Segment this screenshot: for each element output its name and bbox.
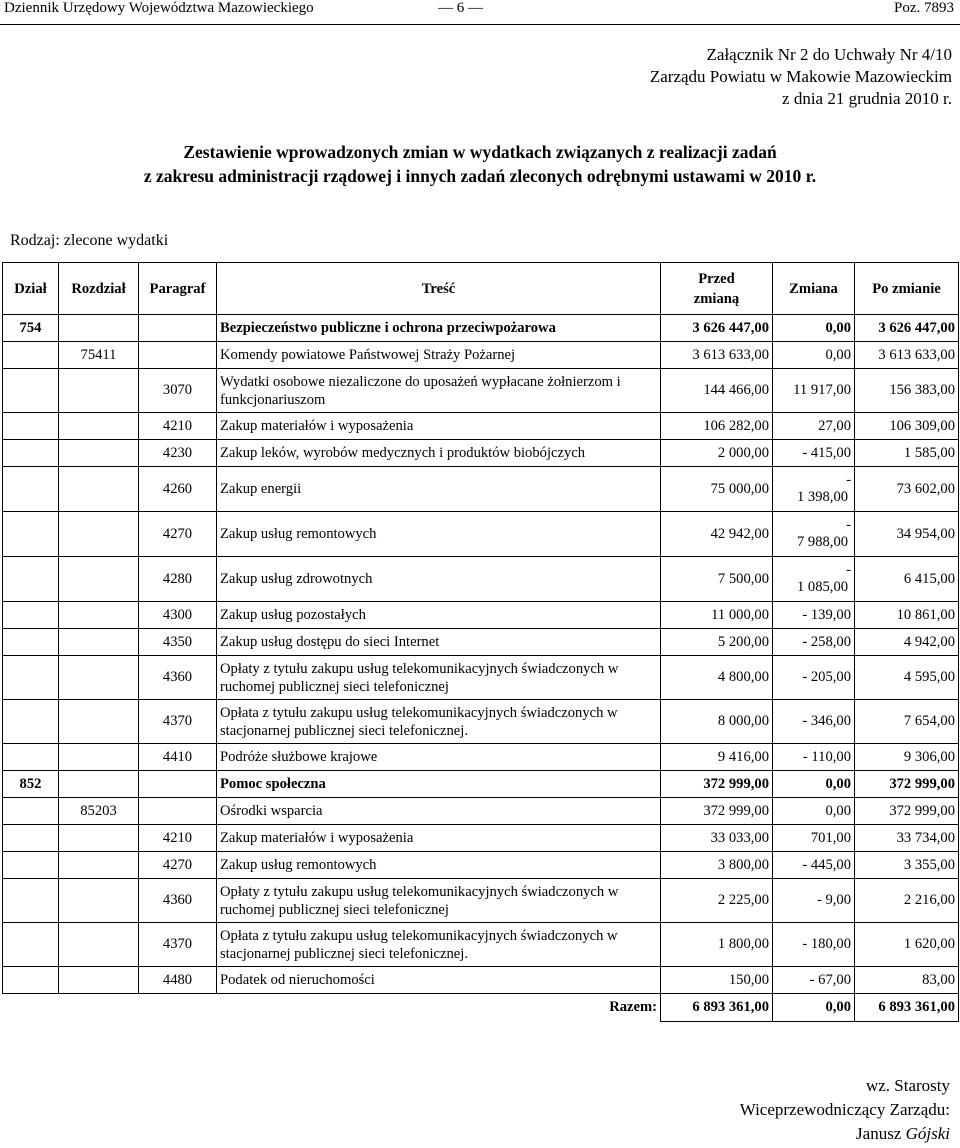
cell-paragraf: 4270 xyxy=(139,852,217,879)
cell-zmiana: 701,00 xyxy=(773,825,855,852)
cell-zmiana-value: 1 085,00 xyxy=(796,579,849,595)
title-line-1: Zestawienie wprowadzonych zmian w wydatkach związanych z realizacji zadań xyxy=(183,142,777,162)
cell-zmiana: - 415,00 xyxy=(773,440,855,467)
cell-dzial xyxy=(3,342,59,369)
table-row xyxy=(3,798,959,825)
cell-dzial: 852 xyxy=(3,771,59,798)
cell-zmiana-value: 1 398,00 xyxy=(796,489,849,505)
table-row xyxy=(3,602,959,629)
table-row xyxy=(3,467,959,512)
header-po: Po zmianie xyxy=(855,263,959,315)
cell-dzial: 754 xyxy=(3,315,59,342)
cell-dzial xyxy=(3,825,59,852)
cell-tresc: Ośrodki wsparcia xyxy=(217,798,661,825)
cell-po: 10 861,00 xyxy=(855,602,959,629)
cell-rozdzial xyxy=(59,440,139,467)
table-row xyxy=(3,440,959,467)
table-row xyxy=(3,512,959,557)
cell-zmiana: 0,00 xyxy=(773,798,855,825)
total-label: Razem: xyxy=(3,994,661,1022)
cell-po: 73 602,00 xyxy=(855,467,959,512)
cell-po: 6 415,00 xyxy=(855,557,959,602)
cell-rozdzial xyxy=(59,557,139,602)
cell-dzial xyxy=(3,467,59,512)
cell-rozdzial xyxy=(59,656,139,700)
cell-paragraf: 4350 xyxy=(139,629,217,656)
cell-tresc: Opłaty z tytułu zakupu usług telekomunikacyjnych świadczonych w ruchomej publicznej sieci telefonicznej xyxy=(217,656,661,700)
cell-rozdzial xyxy=(59,315,139,342)
signature-name xyxy=(740,1122,950,1146)
cell-tresc: Opłata z tytułu zakupu usług telekomunikacyjnych świadczonych w stacjonarnej publicznej sieci telefonicznej. xyxy=(217,923,661,967)
table-row xyxy=(3,557,959,602)
cell-tresc: Pomoc społeczna xyxy=(217,771,661,798)
cell-paragraf: 4360 xyxy=(139,879,217,923)
cell-przed: 1 800,00 xyxy=(661,923,773,967)
cell-zmiana: - 445,00 xyxy=(773,852,855,879)
annex-block xyxy=(432,44,952,110)
cell-przed: 144 466,00 xyxy=(661,369,773,413)
cell-dzial xyxy=(3,656,59,700)
cell-zmiana: 27,00 xyxy=(773,413,855,440)
cell-tresc: Zakup usług remontowych xyxy=(217,852,661,879)
total-zmiana: 0,00 xyxy=(773,994,855,1022)
cell-paragraf: 4370 xyxy=(139,700,217,744)
header-paragraf: Paragraf xyxy=(139,263,217,315)
title-line-2: z zakresu administracji rządowej i innych zadań zleconych odrębnymi ustawami w 2010 r. xyxy=(143,166,817,186)
table-header-row xyxy=(3,263,959,315)
cell-przed: 7 500,00 xyxy=(661,557,773,602)
cell-po: 106 309,00 xyxy=(855,413,959,440)
cell-dzial xyxy=(3,413,59,440)
cell-przed: 3 800,00 xyxy=(661,852,773,879)
cell-przed: 11 000,00 xyxy=(661,602,773,629)
cell-paragraf xyxy=(139,342,217,369)
cell-tresc: Zakup usług remontowych xyxy=(217,512,661,557)
table-row xyxy=(3,967,959,994)
cell-zmiana xyxy=(773,512,855,557)
cell-przed: 2 225,00 xyxy=(661,879,773,923)
cell-dzial xyxy=(3,744,59,771)
cell-paragraf: 4260 xyxy=(139,467,217,512)
cell-przed: 3 626 447,00 xyxy=(661,315,773,342)
page-header xyxy=(0,0,960,25)
page-number: — 6 — xyxy=(438,0,483,16)
cell-rozdzial: 85203 xyxy=(59,798,139,825)
cell-po: 4 595,00 xyxy=(855,656,959,700)
cell-rozdzial xyxy=(59,744,139,771)
cell-paragraf: 4270 xyxy=(139,512,217,557)
table-row xyxy=(3,700,959,744)
cell-paragraf: 4410 xyxy=(139,744,217,771)
cell-przed: 9 416,00 xyxy=(661,744,773,771)
cell-paragraf: 4370 xyxy=(139,923,217,967)
cell-zmiana xyxy=(773,557,855,602)
cell-paragraf: 4480 xyxy=(139,967,217,994)
cell-tresc: Opłata z tytułu zakupu usług telekomunikacyjnych świadczonych w stacjonarnej publicznej sieci telefonicznej. xyxy=(217,700,661,744)
signature-line-1: wz. Starosty xyxy=(865,1076,950,1095)
cell-zmiana-sign: - xyxy=(846,517,851,533)
cell-dzial xyxy=(3,440,59,467)
cell-zmiana: - 205,00 xyxy=(773,656,855,700)
cell-zmiana: - 258,00 xyxy=(773,629,855,656)
cell-tresc: Zakup energii xyxy=(217,467,661,512)
cell-zmiana: - 180,00 xyxy=(773,923,855,967)
annex-line-1: Załącznik Nr 2 do Uchwały Nr 4/10 xyxy=(706,45,952,64)
cell-rozdzial xyxy=(59,852,139,879)
cell-tresc: Zakup usług zdrowotnych xyxy=(217,557,661,602)
cell-paragraf xyxy=(139,798,217,825)
cell-rozdzial xyxy=(59,602,139,629)
cell-tresc: Wydatki osobowe niezaliczone do uposażeń wypłacane żołnierzom i funkcjonariuszom xyxy=(217,369,661,413)
cell-paragraf: 4280 xyxy=(139,557,217,602)
cell-dzial xyxy=(3,557,59,602)
table-row xyxy=(3,413,959,440)
table-row xyxy=(3,315,959,342)
cell-dzial xyxy=(3,923,59,967)
cell-paragraf: 4230 xyxy=(139,440,217,467)
cell-dzial xyxy=(3,700,59,744)
cell-dzial xyxy=(3,798,59,825)
cell-dzial xyxy=(3,879,59,923)
table-row xyxy=(3,744,959,771)
cell-po: 3 626 447,00 xyxy=(855,315,959,342)
cell-przed: 372 999,00 xyxy=(661,771,773,798)
total-po: 6 893 361,00 xyxy=(855,994,959,1022)
cell-paragraf xyxy=(139,771,217,798)
cell-po: 33 734,00 xyxy=(855,825,959,852)
cell-tresc: Zakup leków, wyrobów medycznych i produktów biobójczych xyxy=(217,440,661,467)
cell-po: 1 620,00 xyxy=(855,923,959,967)
header-przed-line-2: zmianą xyxy=(693,290,740,307)
cell-zmiana: 0,00 xyxy=(773,342,855,369)
signature-first-name: Janusz xyxy=(856,1124,902,1143)
signature-line-2: Wiceprzewodniczący Zarządu: xyxy=(739,1100,950,1119)
cell-tresc: Zakup materiałów i wyposażenia xyxy=(217,413,661,440)
table-row xyxy=(3,369,959,413)
cell-dzial xyxy=(3,512,59,557)
cell-rozdzial xyxy=(59,879,139,923)
header-dzial: Dział xyxy=(3,263,59,315)
cell-rozdzial xyxy=(59,967,139,994)
cell-rozdzial xyxy=(59,369,139,413)
cell-przed: 8 000,00 xyxy=(661,700,773,744)
table-row xyxy=(3,342,959,369)
cell-dzial xyxy=(3,369,59,413)
cell-po: 34 954,00 xyxy=(855,512,959,557)
cell-rozdzial xyxy=(59,923,139,967)
publication-name: Dziennik Urzędowy Województwa Mazowieckiego xyxy=(4,0,314,16)
cell-po: 4 942,00 xyxy=(855,629,959,656)
cell-rozdzial xyxy=(59,825,139,852)
cell-paragraf xyxy=(139,315,217,342)
expense-kind: Rodzaj: zlecone wydatki xyxy=(10,232,169,249)
cell-zmiana: - 346,00 xyxy=(773,700,855,744)
cell-po: 83,00 xyxy=(855,967,959,994)
cell-zmiana: 0,00 xyxy=(773,315,855,342)
header-przed-line-1: Przed xyxy=(698,270,735,287)
cell-po: 1 585,00 xyxy=(855,440,959,467)
cell-przed: 4 800,00 xyxy=(661,656,773,700)
header-przed xyxy=(661,263,773,315)
cell-przed: 2 000,00 xyxy=(661,440,773,467)
cell-rozdzial xyxy=(59,467,139,512)
cell-dzial xyxy=(3,967,59,994)
cell-dzial xyxy=(3,602,59,629)
table-row xyxy=(3,825,959,852)
cell-rozdzial xyxy=(59,629,139,656)
cell-tresc: Zakup usług pozostałych xyxy=(217,602,661,629)
cell-po: 3 355,00 xyxy=(855,852,959,879)
cell-przed: 33 033,00 xyxy=(661,825,773,852)
table-row xyxy=(3,923,959,967)
cell-rozdzial: 75411 xyxy=(59,342,139,369)
signature-last-name: Gójski xyxy=(905,1124,950,1143)
cell-tresc: Opłaty z tytułu zakupu usług telekomunikacyjnych świadczonych w ruchomej publicznej sieci telefonicznej xyxy=(217,879,661,923)
table-row xyxy=(3,656,959,700)
cell-przed: 106 282,00 xyxy=(661,413,773,440)
cell-rozdzial xyxy=(59,512,139,557)
cell-rozdzial xyxy=(59,413,139,440)
cell-przed: 75 000,00 xyxy=(661,467,773,512)
cell-przed: 42 942,00 xyxy=(661,512,773,557)
cell-po: 3 613 633,00 xyxy=(855,342,959,369)
table-row xyxy=(3,879,959,923)
cell-zmiana: - 139,00 xyxy=(773,602,855,629)
cell-tresc: Bezpieczeństwo publiczne i ochrona przeciwpożarowa xyxy=(217,315,661,342)
table-row xyxy=(3,852,959,879)
cell-paragraf: 3070 xyxy=(139,369,217,413)
cell-rozdzial xyxy=(59,700,139,744)
cell-dzial xyxy=(3,852,59,879)
cell-paragraf: 4210 xyxy=(139,825,217,852)
cell-zmiana: - 110,00 xyxy=(773,744,855,771)
cell-przed: 150,00 xyxy=(661,967,773,994)
cell-zmiana: - 67,00 xyxy=(773,967,855,994)
cell-zmiana-sign: - xyxy=(846,562,851,578)
header-zmiana: Zmiana xyxy=(773,263,855,315)
cell-przed: 3 613 633,00 xyxy=(661,342,773,369)
cell-zmiana: 11 917,00 xyxy=(773,369,855,413)
cell-dzial xyxy=(3,629,59,656)
table-row xyxy=(3,629,959,656)
budget-table xyxy=(2,262,959,1022)
cell-tresc: Zakup usług dostępu do sieci Internet xyxy=(217,629,661,656)
table-row xyxy=(3,771,959,798)
cell-paragraf: 4300 xyxy=(139,602,217,629)
signature-block xyxy=(740,1074,950,1146)
position-number: Poz. 7893 xyxy=(894,0,954,16)
cell-zmiana-sign: - xyxy=(846,472,851,488)
cell-zmiana: - 9,00 xyxy=(773,879,855,923)
annex-line-3: z dnia 21 grudnia 2010 r. xyxy=(782,89,952,108)
cell-po: 372 999,00 xyxy=(855,798,959,825)
cell-paragraf: 4210 xyxy=(139,413,217,440)
cell-tresc: Zakup materiałów i wyposażenia xyxy=(217,825,661,852)
cell-zmiana-value: 7 988,00 xyxy=(796,534,849,550)
cell-zmiana: 0,00 xyxy=(773,771,855,798)
cell-po: 2 216,00 xyxy=(855,879,959,923)
cell-po: 9 306,00 xyxy=(855,744,959,771)
cell-po: 7 654,00 xyxy=(855,700,959,744)
cell-zmiana xyxy=(773,467,855,512)
total-row xyxy=(3,994,959,1022)
cell-przed: 5 200,00 xyxy=(661,629,773,656)
header-tresc: Treść xyxy=(217,263,661,315)
cell-paragraf: 4360 xyxy=(139,656,217,700)
cell-po: 156 383,00 xyxy=(855,369,959,413)
cell-po: 372 999,00 xyxy=(855,771,959,798)
cell-rozdzial xyxy=(59,771,139,798)
cell-tresc: Komendy powiatowe Państwowej Straży Pożarnej xyxy=(217,342,661,369)
cell-przed: 372 999,00 xyxy=(661,798,773,825)
total-przed: 6 893 361,00 xyxy=(661,994,773,1022)
cell-tresc: Podatek od nieruchomości xyxy=(217,967,661,994)
document-title xyxy=(0,140,960,188)
annex-line-2: Zarządu Powiatu w Makowie Mazowieckim xyxy=(649,67,952,86)
header-rozdzial: Rozdział xyxy=(59,263,139,315)
cell-tresc: Podróże służbowe krajowe xyxy=(217,744,661,771)
